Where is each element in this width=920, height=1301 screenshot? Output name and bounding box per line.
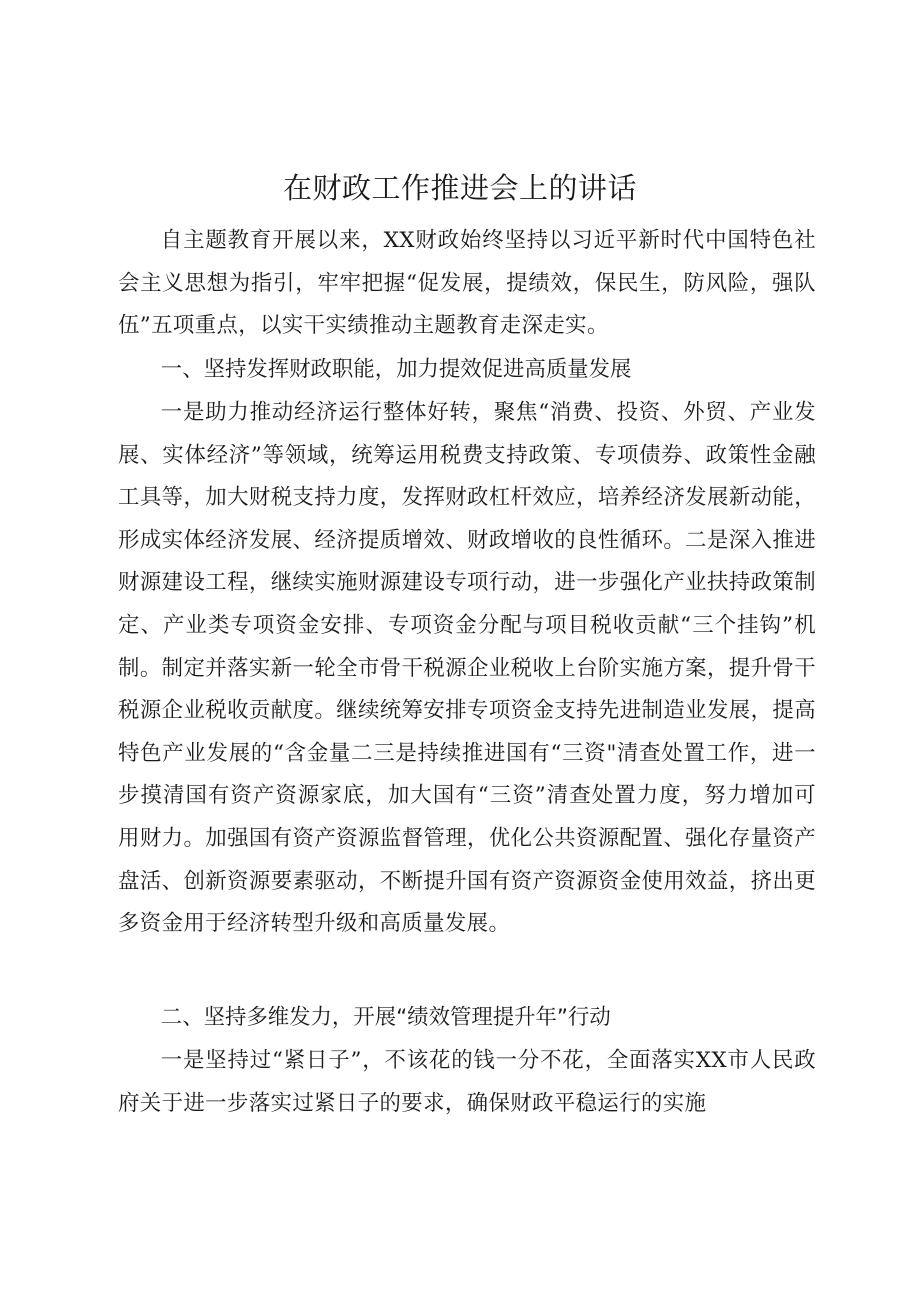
section-2-heading: 二、坚持多维发力，开展“绩效管理提升年”行动 bbox=[160, 1005, 611, 1030]
intro-paragraph: 自主题教育开展以来，XX财政始终坚持以习近平新时代中国特色社会主义思想为指引，牢牢把握“促发展，提绩效，保民生，防风险，强队伍”五项重点，以实干实绩推动主题教育走深走实。 bbox=[118, 228, 816, 339]
document-title: 在财政工作推进会上的讲话 bbox=[282, 171, 637, 205]
section-1-heading: 一、坚持发挥财政职能，加力提效促进高质量发展 bbox=[160, 357, 632, 382]
section-1-paragraph: 一是助力推动经济运行整体好转，聚焦“消费、投资、外贸、产业发展、实体经济”等领域，统筹运用税费支持政策、专项债券、政策性金融工具等，加大财税支持力度，发挥财政杠杆效应，培养经济发展新动能，形成实体经济发展、经济提质增效、财政增收的良性循环。二是深入推进财源建设工程，继续实施财源建设专项行动，进一步强化产业扶持政策制定、产业类专项资金安排、专项资金分配与项目税收贡献“三个挂钩”机制。制定并落实新一轮全市骨干税源企业税收上台阶实施方案，提升骨干税源企业税收贡献度。继续统筹安排专项资金支持先进制造业发展，提高特色产业发展的“含金量二三是持续推进国有“三资"清查处置工作，进一步摸清国有资产资源家底，加大国有“三资”清查处置力度，努力增加可用财力。加强国有资产资源监督管理，优化公共资源配置、强化存量资产盘活、创新资源要素驱动，不断提升国有资产资源资金使用效益，挤出更多资金用于经济转型升级和高质量发展。 bbox=[118, 400, 816, 937]
section-2-paragraph: 一是坚持过“紧日子”，不该花的钱一分不花，全面落实XX市人民政府关于进一步落实过紧日子的要求，确保财政平稳运行的实施 bbox=[118, 1048, 816, 1116]
